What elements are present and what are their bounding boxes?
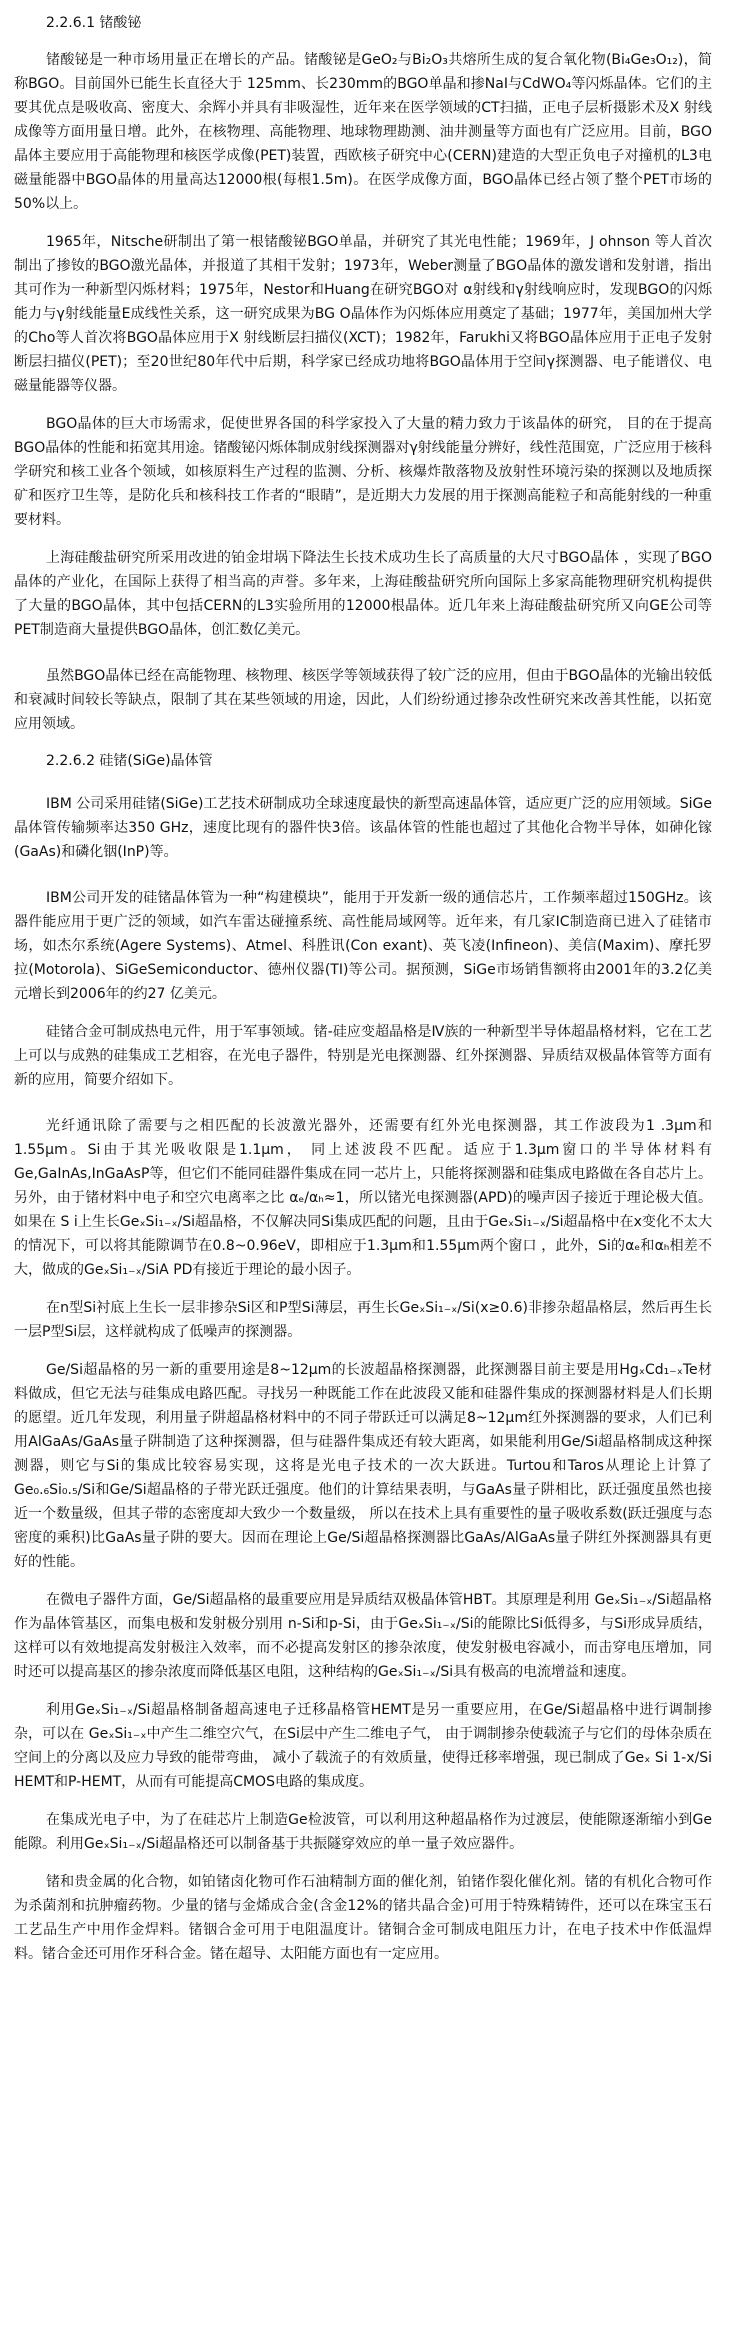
paragraph: IBM公司开发的硅锗晶体管为一种“构建模块”，能用于开发新一级的通信芯片，工作频率超过150GHz。该器件能应用于更广泛的领域，如汽车雷达碰撞系统、高性能局域网等。近年来，有几家IC制造商已进入了硅锗市场，如杰尔系统(Agere Systems)、Atmel、科胜讯(Con exant)、英飞凌(Infineon)、美信(Maxim)、摩托罗拉(Motorola)、SiGeSemiconductor、德州仪器(TI)等公司。据预测，SiGe市场销售额将由2001年的3.2亿美元增长到2006年的约27 亿美元。 — [14, 890, 712, 1002]
paragraph: IBM 公司采用硅锗(SiGe)工艺技术研制成功全球速度最快的新型高速晶体管，适应更广泛的应用领域。SiGe晶体管传输频率达350 GHz，速度比现有的器件快3倍。该晶体管的性能也超过了其他化合物半导体，如砷化镓(GaAs)和磷化铟(InP)等。 — [14, 796, 712, 860]
paragraph: 利用GeₓSi₁₋ₓ/Si超晶格制备超高速电子迁移晶格管HEMT是另一重要应用，在Ge/Si超晶格中进行调制掺杂，可以在 GeₓSi₁₋ₓ中产生二维空穴气，在Si层中产生二维电子气， 由于调制掺杂使载流子与它们的母体杂质在空间上的分离以及应力导致的能带弯曲， 减小了载流子的有效质量，使得迁移率增强，现已制成了Geₓ Si 1-x/Si HEMT和P-HEMT，从而有可能提高CMOS电路的集成度。 — [14, 1702, 712, 1790]
document-body — [14, 6, 712, 1980]
paragraph: 虽然BGO晶体已经在高能物理、核物理、核医学等领域获得了较广泛的应用，但由于BGO晶体的光输出较低和衰减时间较长等缺点，限制了其在某些领域的用途，因此，人们纷纷通过掺杂改性研究来改善其性能，以拓宽应用领域。 — [14, 668, 712, 732]
paragraph: 硅锗合金可制成热电元件，用于军事领域。锗-硅应变超晶格是Ⅳ族的一种新型半导体超晶格材料，它在工艺上可以与成熟的硅集成工艺相容，在光电子器件，特别是光电探测器、红外探测器、异质结双极晶体管等方面有新的应用，简要介绍如下。 — [14, 1024, 712, 1088]
paragraph: 在集成光电子中，为了在硅芯片上制造Ge检波管，可以利用这种超晶格作为过渡层，使能隙逐渐缩小到Ge能隙。利用GeₓSi₁₋ₓ/Si超晶格还可以制备基于共振隧穿效应的单一量子效应器件。 — [14, 1812, 712, 1852]
paragraph: 在微电子器件方面，Ge/Si超晶格的最重要应用是异质结双极晶体管HBT。其原理是利用 GeₓSi₁₋ₓ/Si超晶格作为晶体管基区，而集电极和发射极分别用 n-Si和p-Si，由于GeₓSi₁₋ₓ/Si的能隙比Si低得多，与Si形成异质结，这样可以有效地提高发射极注入效率，而不必提高发射区的掺杂浓度，使发射极电容减小，而击穿电压增加，同时还可以提高基区的掺杂浓度而降低基区电阻，这种结构的GeₓSi₁₋ₓ/Si具有极高的电流增益和速度。 — [14, 1592, 712, 1680]
paragraph: 锗酸铋是一种市场用量正在增长的产品。锗酸铋是GeO₂与Bi₂O₃共熔所生成的复合氧化物(Bi₄Ge₃O₁₂)，简称BGO。目前国外已能生长直径大于 125mm、长230mm的BGO单晶和掺NaI与CdWO₄等闪烁晶体。它们的主要其优点是吸收高、密度大、余辉小并具有非吸湿性，近年来在医学领域的CT扫描，正电子层析摄影术及X 射线成像等方面用量日增。此外，在核物理、高能物理、地球物理勘测、油井测量等方面也有广泛应用。目前，BGO晶体主要应用于高能物理和核医学成像(PET)装置，西欧核子研究中心(CERN)建造的大型正负电子对撞机的L3电磁量能器中BGO晶体的用量高达12000根(每根1.5m)。在医学成像方面，BGO晶体已经占领了整个PET市场的50%以上。 — [14, 52, 712, 212]
paragraph: 上海硅酸盐研究所采用改进的铂金坩埚下降法生长技术成功生长了高质量的大尺寸BGO晶体 ，实现了BGO晶体的产业化，在国际上获得了相当高的声誉。多年来，上海硅酸盐研究所向国际上多家高能物理研究机构提供了大量的BGO晶体，其中包括CERN的L3实验所用的12000根晶体。近几年来上海硅酸盐研究所又向GE公司等PET制造商大量提供BGO晶体，创汇数亿美元。 — [14, 550, 712, 638]
paragraph: 光纤通讯除了需要与之相匹配的长波激光器外，还需要有红外光电探测器，其工作波段为1 .3μm和1.55μm。Si由于其光吸收限是1.1μm， 同上述波段不匹配。适应于1.3μm窗口的半导体材料有Ge,GaInAs,InGaAsP等，但它们不能同硅器件集成在同一芯片上，只能将探测器和硅集成电路做在各自芯片上。另外，由于锗材料中电子和空穴电离率之比 αₑ/αₕ≈1，所以锗光电探测器(APD)的噪声因子接近于理论极大值。如果在 S i上生长GeₓSi₁₋ₓ/Si超晶格，不仅解决同Si集成匹配的问题，且由于GeₓSi₁₋ₓ/Si超晶格中在x变化不太大的情况下，可以将其能隙调节在0.8~0.96eV，即相应于1.3μm和1.55μm两个窗口 ，此外，Si的αₑ和αₕ相差不大，做成的GeₓSi₁₋ₓ/SiA PD有接近于理论的最小因子。 — [14, 1118, 712, 1278]
paragraph: 在n型Si衬底上生长一层非掺杂Si区和P型Si薄层，再生长GeₓSi₁₋ₓ/Si(x≥0.6)非掺杂超晶格层，然后再生长一层P型Si层，这样就构成了低噪声的探测器。 — [14, 1300, 712, 1340]
paragraph: BGO晶体的巨大市场需求，促使世界各国的科学家投入了大量的精力致力于该晶体的研究， 目的在于提高BGO晶体的性能和拓宽其用途。锗酸铋闪烁体制成射线探测器对γ射线能量分辨好，线性范围宽，广泛应用于核科学研究和核工业各个领域，如核原料生产过程的监测、分析、核爆炸散落物及放射性环境污染的探测以及地质探矿和医疗卫生等，是防化兵和核科技工作者的“眼睛”，是近期大力发展的用于探测高能粒子和高能射线的一种重要材料。 — [14, 416, 712, 528]
section-heading-sige: 2.2.6.2 硅锗(SiGe)晶体管 — [46, 753, 213, 769]
paragraph: 1965年，Nitsche研制出了第一根锗酸铋BGO单晶，并研究了其光电性能；1969年，J ohnson 等人首次制出了掺钕的BGO激光晶体，并报道了其相干发射；1973年，Weber测量了BGO晶体的激发谱和发射谱，指出其可作为一种新型闪烁材料；1975年，Nestor和Huang在研究BGO对 α射线和γ射线响应时，发现BGO的闪烁能力与γ射线能量E成线性关系，这一研究成果为BG O晶体作为闪烁体应用奠定了基础；1977年，美国加州大学的Cho等人首次将BGO晶体应用于X 射线断层扫描仪(XCT)；1982年，Farukhi又将BGO晶体应用于正电子发射断层扫描仪(PET)；至20世纪80年代中后期，科学家已经成功地将BGO晶体用于空间γ探测器、电子能谱仪、电磁量能器等仪器。 — [14, 234, 712, 394]
section-heading-bgo: 2.2.6.1 锗酸铋 — [46, 15, 142, 31]
paragraph: 锗和贵金属的化合物，如铂锗卤化物可作石油精制方面的催化剂，铂锗作裂化催化剂。锗的有机化合物可作为杀菌剂和抗肿瘤药物。少量的锗与金烯成合金(含金12%的锗共晶合金)可用于特殊精铸件，还可以在珠宝玉石工艺品生产中用作金焊料。锗铟合金可用于电阻温度计。锗铜合金可制成电阻压力计，在电子技术中作低温焊料。锗合金还可用作牙科合金。锗在超导、太阳能方面也有一定应用。 — [14, 1874, 712, 1962]
paragraph: Ge/Si超晶格的另一新的重要用途是8~12μm的长波超晶格探测器，此探测器目前主要是用HgₓCd₁₋ₓTe材料做成，但它无法与硅集成电路匹配。寻找另一种既能工作在此波段又能和硅器件集成的探测器材料是人们长期的愿望。近几年发现，利用量子阱超晶格材料中的不同子带跃迁可以满足8~12μm红外探测器的要求，人们已利用AlGaAs/GaAs量子阱制造了这种探测器，但与硅器件集成还有较大距离，如果能利用Ge/Si超晶格制成这种探测器，则它与Si的集成比较容易实现，这将是光电子技术的一次大跃进。Turtou和Taros从理论上计算了Ge₀.₆Si₀.₅/Si和Ge/Si超晶格的子带光跃迁强度。他们的计算结果表明，与GaAs量子阱相比，跃迁强度虽然也接近一个数量级，但其子带的态密度却大致少一个数量级， 所以在技术上具有重要性的量子吸收系数(跃迁强度与态密度的乘积)比GaAs量子阱的要大。因而在理论上Ge/Si超晶格探测器比GaAs/AlGaAs量子阱红外探测器具有更好的性能。 — [14, 1362, 712, 1570]
